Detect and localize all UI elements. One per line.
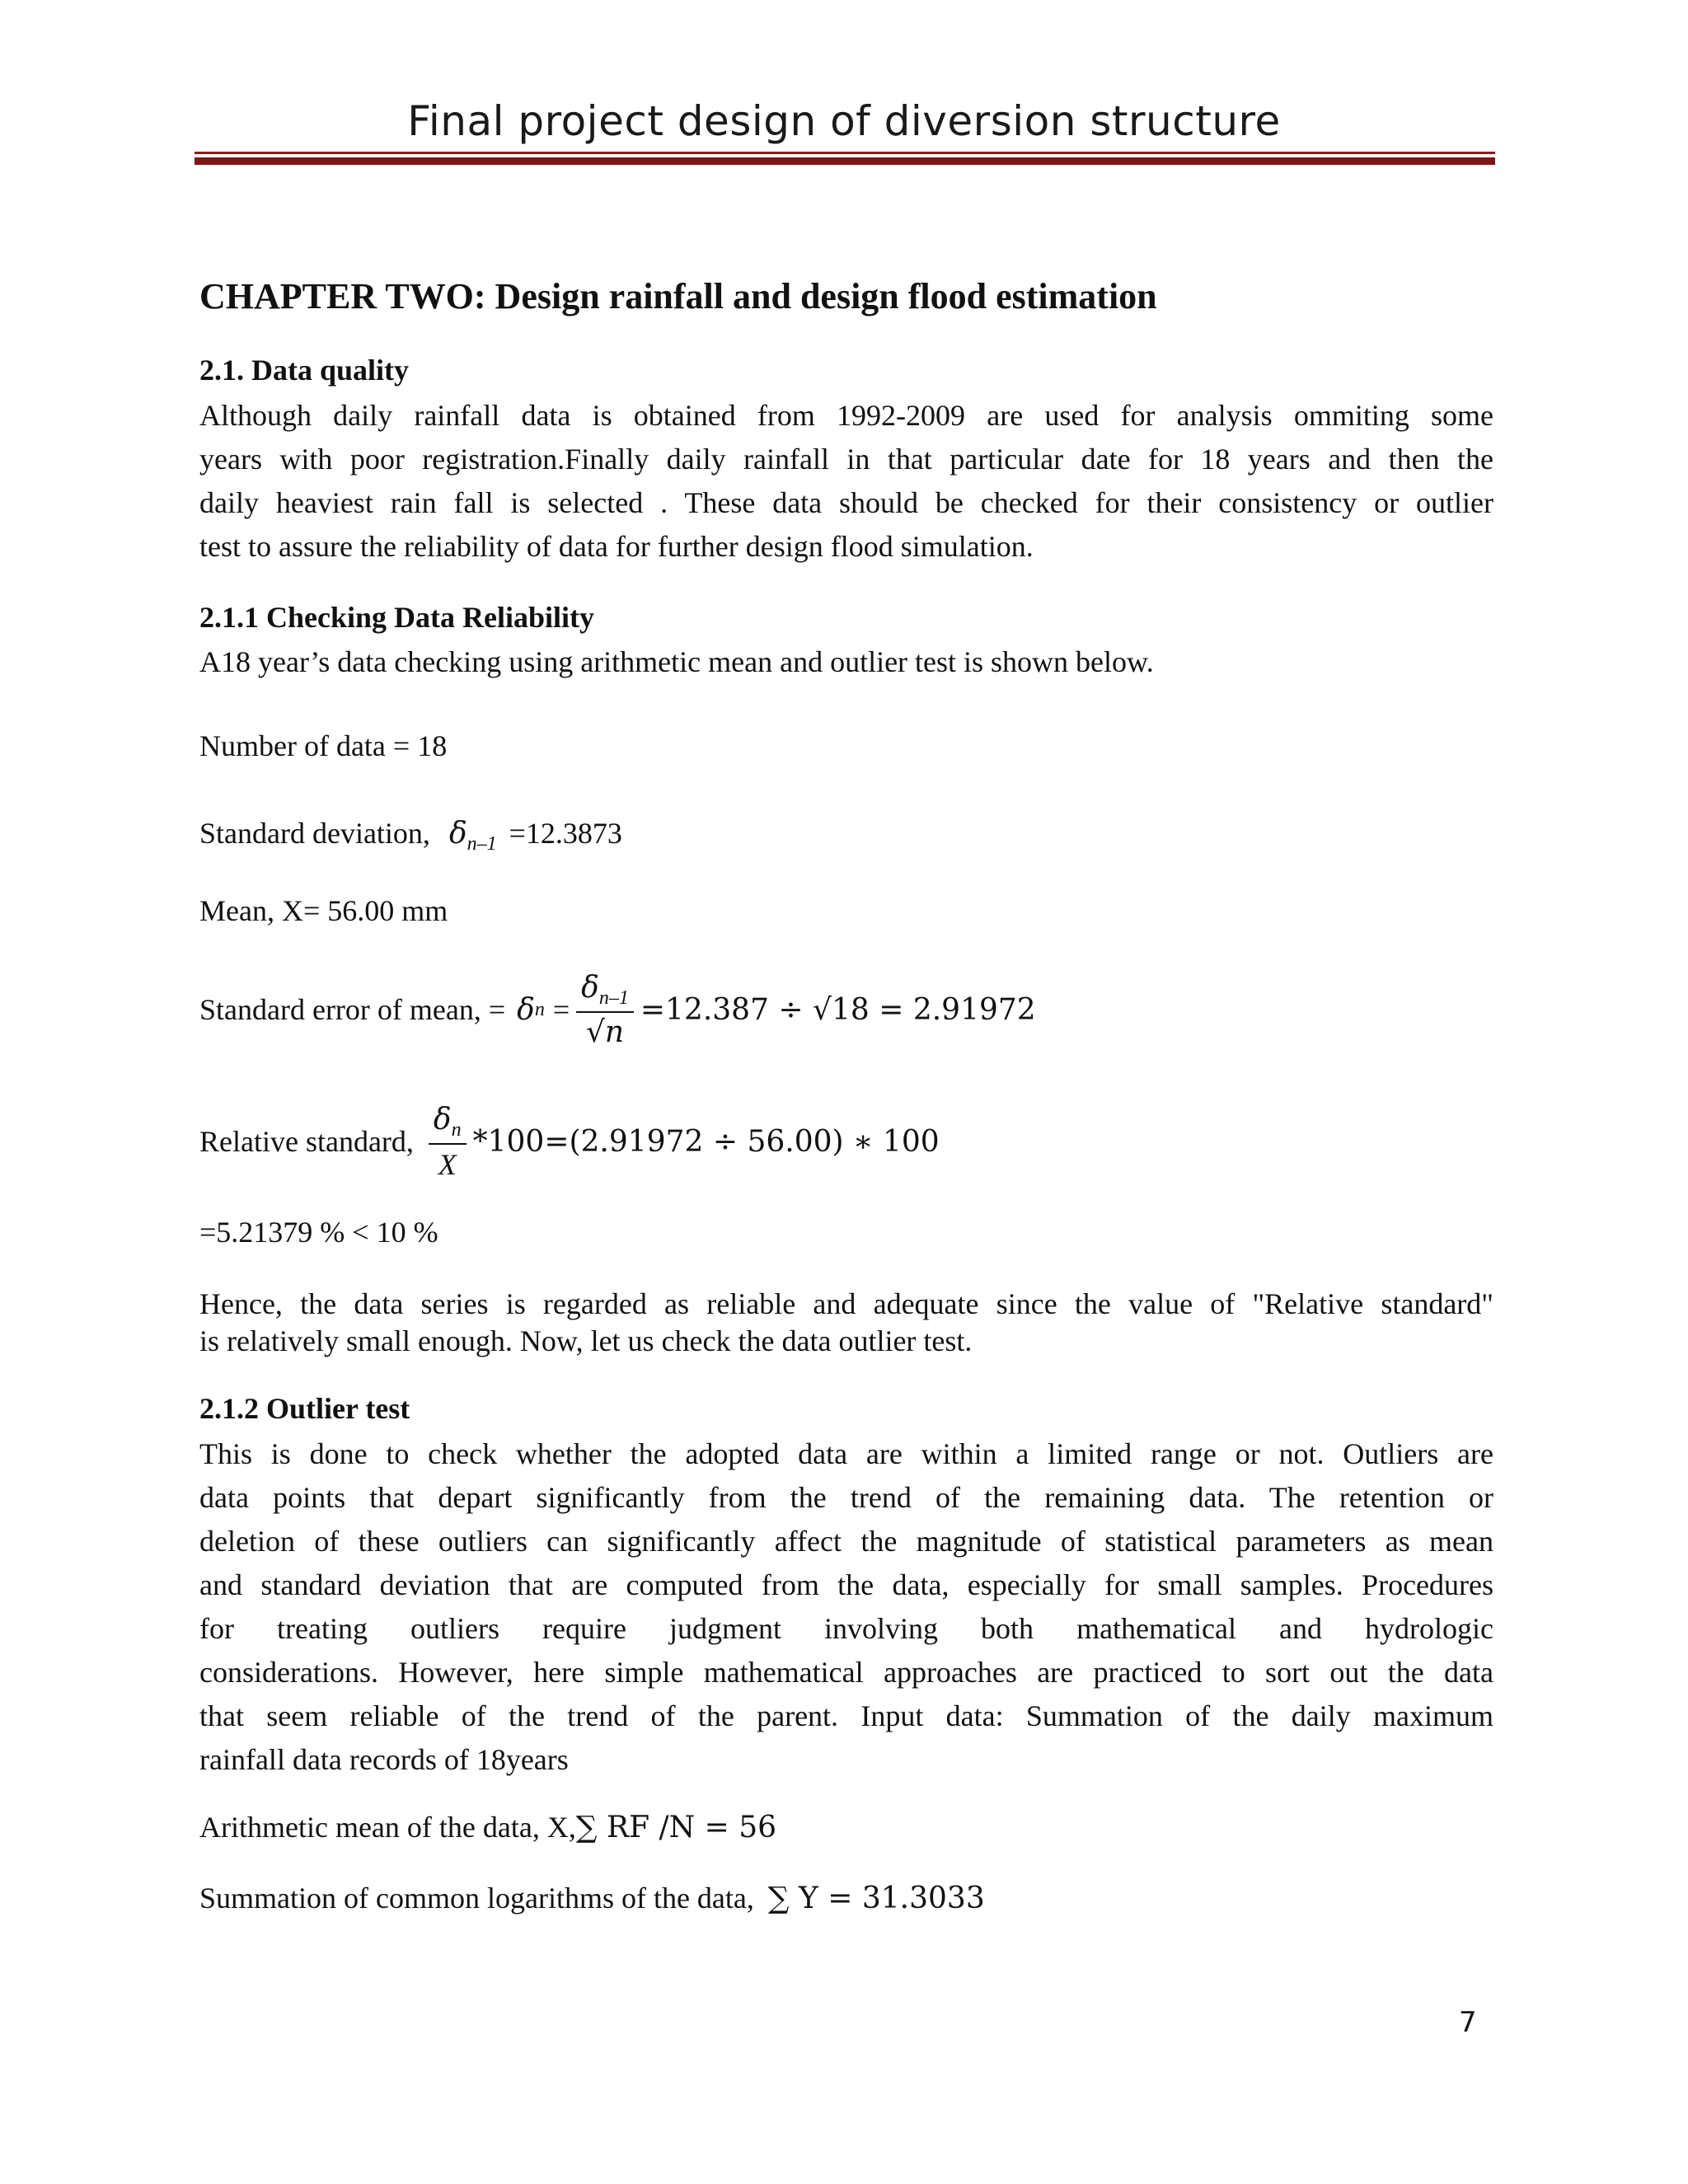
paragraph-line: rainfall data records of 18years [199, 1743, 569, 1776]
mean-line: Mean, X= 56.00 mm [199, 894, 448, 927]
section-heading-2-1: 2.1. Data quality [199, 354, 410, 387]
rel-std-result: =5.21379 % < 10 % [199, 1216, 438, 1249]
paragraph-line: is relatively small enough. Now, let us check the data outlier test. [199, 1324, 973, 1357]
std-error-label: Standard error of mean, = [199, 993, 506, 1026]
delta-symbol: δ [581, 970, 599, 1005]
header-rule-thin [195, 152, 1495, 154]
paragraph-line: considerations. However, here simple mathematical approaches are practiced to sort out the data [199, 1656, 1493, 1689]
fraction-numerator [429, 1104, 467, 1145]
paragraph-data-quality [199, 394, 1493, 569]
subscript: n–1 [467, 833, 497, 855]
paragraph-line: that seem reliable of the trend of the parent. Input data: Summation of the daily maximum [199, 1699, 1493, 1732]
number-of-data: Number of data = 18 [199, 729, 448, 762]
paragraph-line: and standard deviation that are computed from the data, especially for small samples. Procedures [199, 1568, 1493, 1601]
delta-symbol: δ [448, 817, 467, 851]
subscript: n [451, 1118, 462, 1141]
subscript: n–1 [598, 987, 629, 1009]
fraction-denominator: X [438, 1147, 457, 1181]
log-sum-label: Summation of common logarithms of the data, [199, 1882, 754, 1915]
section-heading-2-1-2: 2.1.2 Outlier test [199, 1392, 410, 1425]
paragraph-line: for treating outliers require judgment involving both mathematical and hydrologic [199, 1612, 1493, 1645]
subscript: n [534, 998, 545, 1020]
fraction [576, 972, 634, 1047]
paragraph-line: Hence, the data series is regarded as reliable and adequate since the value of "Relative standard" [199, 1287, 1493, 1320]
log-summation-line [199, 1881, 985, 1915]
rel-std-label: Relative standard, [199, 1125, 414, 1158]
paragraph-conclusion [199, 1286, 1493, 1360]
paragraph-line: deletion of these outliers can significantly affect the magnitude of statistical parameters as mean [199, 1525, 1493, 1558]
fraction-denominator: √n [585, 1015, 625, 1049]
relative-standard-line [199, 1096, 940, 1187]
log-sum-equation: ∑ Y = 31.3033 [767, 1882, 985, 1915]
std-dev-value: =12.3873 [509, 817, 622, 850]
arith-mean-label: Arithmetic mean of the data, X, [199, 1811, 576, 1844]
std-error-value: =12.387 ÷ √18 = 2.91972 [640, 992, 1036, 1027]
std-dev-label: Standard deviation, [199, 817, 430, 850]
equals-sign: = [552, 993, 570, 1026]
standard-error-line [199, 964, 1036, 1055]
running-header: Final project design of diversion structure [407, 97, 1281, 145]
paragraph-line: This is done to check whether the adopted data are within a limited range or not. Outliers are [199, 1437, 1493, 1470]
paragraph-outlier-test [199, 1432, 1493, 1782]
arith-mean-equation: ∑ RF /N = 56 [575, 1811, 777, 1844]
rel-std-value: *100=(2.91972 ÷ 56.00) ∗ 100 [472, 1124, 940, 1159]
paragraph-line: data points that depart significantly from the trend of the remaining data. The retention or [199, 1481, 1493, 1514]
reliability-intro: A18 year’s data checking using arithmetic mean and outlier test is shown below. [199, 645, 1154, 678]
delta-symbol: δ [433, 1102, 452, 1137]
header-rule-thick [195, 157, 1495, 165]
paragraph-line: test to assure the reliability of data for further design flood simulation. [199, 530, 1034, 563]
delta-symbol: δ [517, 992, 535, 1027]
arithmetic-mean-line [199, 1810, 776, 1844]
paragraph-line: Although daily rainfall data is obtained from 1992-2009 are used for analysis ommiting some [199, 399, 1493, 432]
chapter-title: CHAPTER TWO: Design rainfall and design flood estimation [199, 276, 1157, 316]
paragraph-line: daily heaviest rain fall is selected . These data should be checked for their consistency or outlier [199, 486, 1493, 519]
standard-deviation-line [199, 816, 622, 855]
paragraph-line: years with poor registration.Finally daily rainfall in that particular date for 18 years and then the [199, 443, 1493, 476]
fraction [429, 1104, 467, 1179]
section-heading-2-1-1: 2.1.1 Checking Data Reliability [199, 601, 595, 634]
fraction-numerator [576, 972, 634, 1013]
page-number: 7 [1459, 2006, 1477, 2039]
